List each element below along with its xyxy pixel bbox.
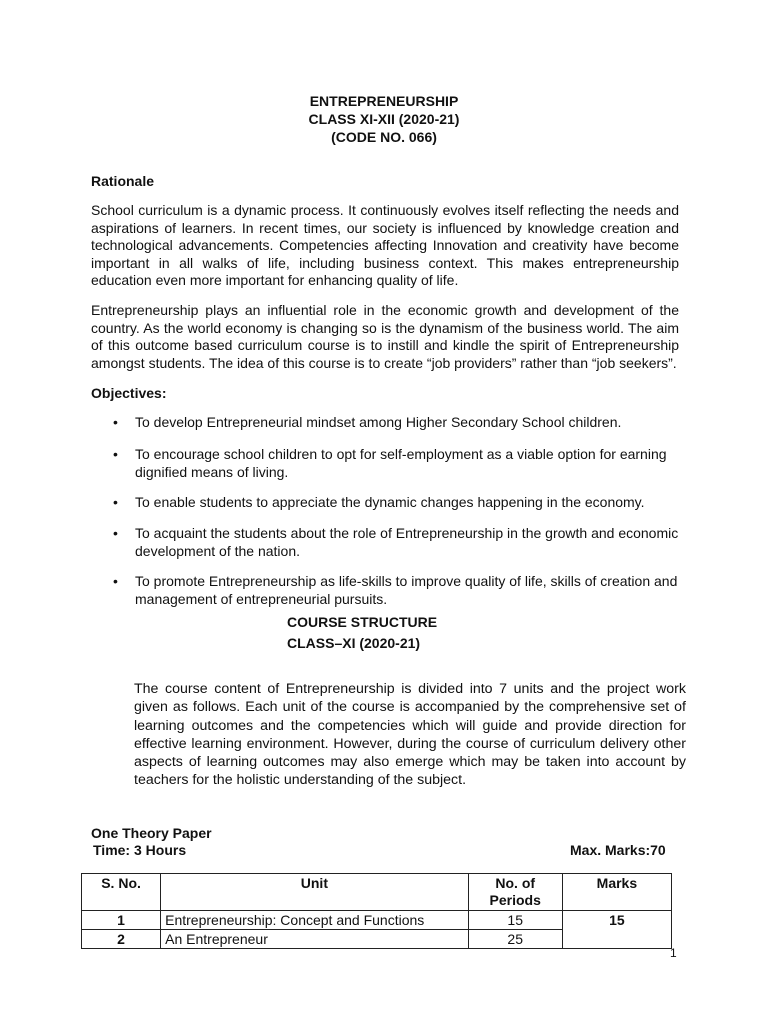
cell-sno: 1 (82, 911, 161, 930)
paper-time: Time: 3 Hours (93, 842, 187, 858)
course-paragraph: The course content of Entrepreneurship is divided into 7 units and the project work given as follows. Each unit of the course is accompanied by the comprehensive set of learning outcomes and the competencies which will guide and provide direction for effective learning environment. However, during the course of curriculum delivery other aspects of learning outcomes may also emerge which may be taken into account by teachers for the holistic understanding of the subject. (134, 681, 686, 789)
list-item: • To encourage school children to opt for self-employment as a viable option for earning dignified means of living. (113, 446, 667, 480)
table-header-row (82, 874, 672, 911)
cell-unit: An Entrepreneur (161, 930, 469, 949)
course-class-line: CLASS–XI (2020-21) (287, 635, 421, 651)
list-item: • To acquaint the students about the role of Entrepreneurship in the growth and economic development of the nation. (113, 525, 679, 559)
bullet-icon: • (113, 573, 118, 589)
cell-sno: 2 (82, 930, 161, 949)
rationale-paragraph-2: Entrepreneurship plays an influential role in the economic growth and development of the country. As the world economy is changing so is the dynamism of the business world. The aim of this outcome based curriculum course is to instill and kindle the spirit of Entrepreneurship amongst students. The idea of this course is to create “job providers” rather than “job seekers”. (91, 302, 679, 371)
header-sno: S. No. (82, 874, 161, 911)
cell-marks: 15 (562, 911, 671, 949)
cell-unit: Entrepreneurship: Concept and Functions (161, 911, 469, 930)
document-title: ENTREPRENEURSHIP (309, 93, 459, 109)
paper-max-marks: Max. Marks:70 (570, 842, 666, 858)
rationale-heading: Rationale (91, 173, 155, 189)
cell-periods: 25 (468, 930, 562, 949)
class-line: CLASS XI-XII (2020-21) (308, 111, 460, 127)
objectives-heading: Objectives: (91, 385, 167, 401)
course-structure-heading: COURSE STRUCTURE (287, 614, 438, 630)
code-line: (CODE NO. 066) (331, 129, 437, 145)
list-item: • To enable students to appreciate the dynamic changes happening in the economy. (113, 494, 645, 510)
header-periods: No. of Periods (468, 874, 562, 911)
paper-title: One Theory Paper (91, 825, 212, 841)
list-item: • To develop Entrepreneurial mindset among Higher Secondary School children. (113, 414, 622, 430)
cell-periods: 15 (468, 911, 562, 930)
bullet-icon: • (113, 446, 118, 462)
units-table (81, 873, 672, 949)
bullet-icon: • (113, 525, 118, 541)
header-unit: Unit (161, 874, 469, 911)
bullet-icon: • (113, 494, 118, 510)
rationale-paragraph-1: School curriculum is a dynamic process. It continuously evolves itself reflecting the needs and aspirations of learners. In recent times, our society is influenced by knowledge creation and technological advancements. Competencies affecting Innovation and creativity have become important in all walks of life, including business context. This makes entrepreneurship education even more important for enhancing quality of life. (91, 202, 679, 288)
page-number: 1 (670, 946, 677, 960)
list-item: • To promote Entrepreneurship as life-skills to improve quality of life, skills of creation and management of entrepreneurial pursuits. (113, 573, 678, 607)
bullet-icon: • (113, 414, 118, 430)
header-marks: Marks (562, 874, 671, 911)
table-row (82, 911, 672, 930)
